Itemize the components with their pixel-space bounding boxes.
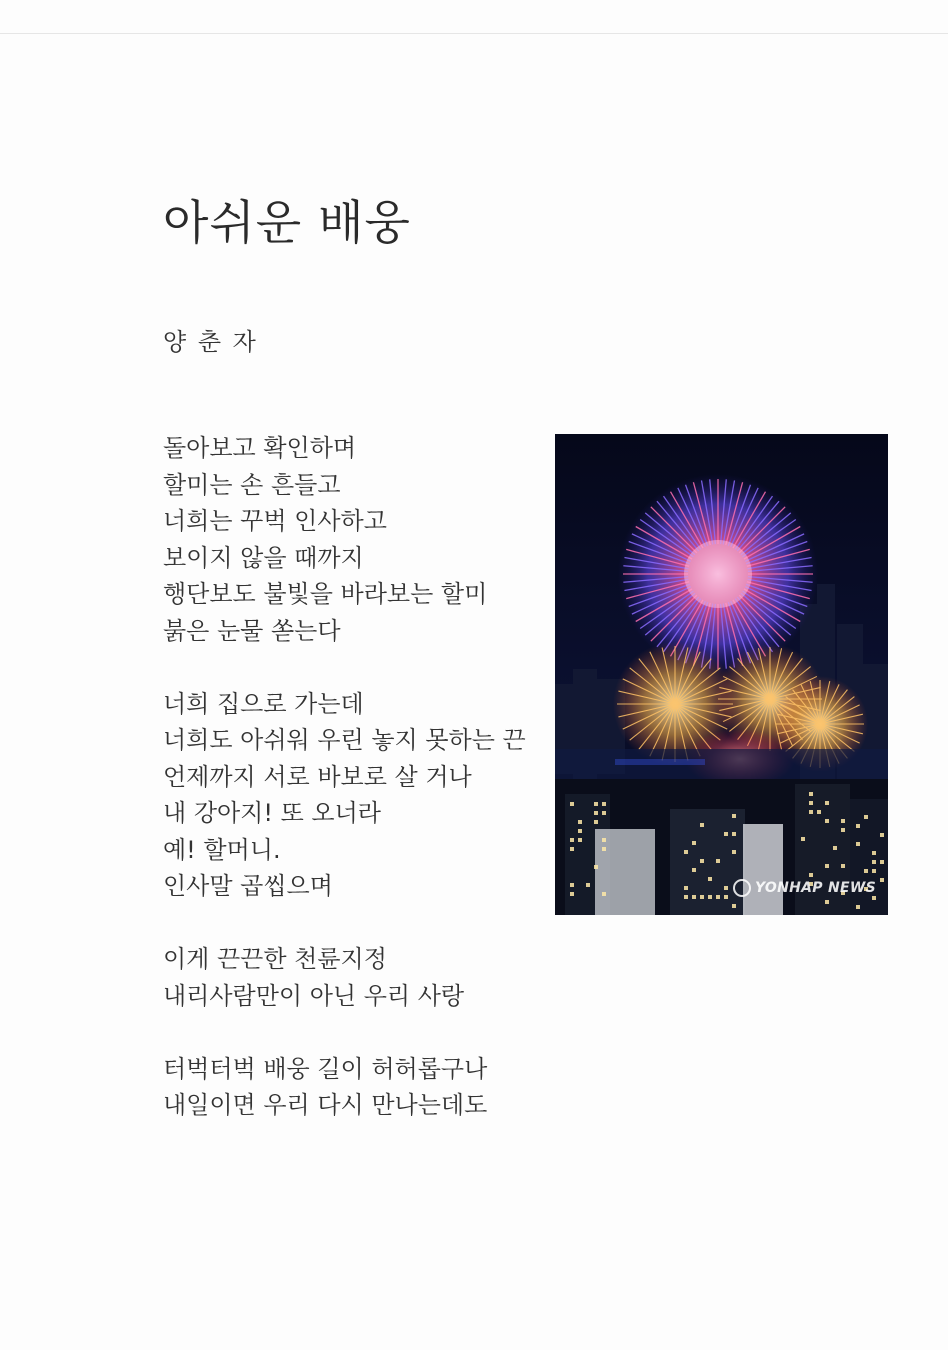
poem-line: 행단보도 불빛을 바라보는 할미 xyxy=(163,580,488,608)
poem-body xyxy=(163,430,543,1160)
window-light xyxy=(578,820,582,824)
window-light xyxy=(586,883,590,887)
window-light xyxy=(872,869,876,873)
window-light xyxy=(570,892,574,896)
window-light xyxy=(841,819,845,823)
window-light xyxy=(872,860,876,864)
window-light xyxy=(825,801,829,805)
window-light xyxy=(716,895,720,899)
photo-watermark xyxy=(733,879,876,897)
window-light xyxy=(594,865,598,869)
window-light xyxy=(880,860,884,864)
poem-line: 너희 집으로 가는데 xyxy=(163,689,364,718)
window-light xyxy=(732,904,736,908)
poem-author: 양 춘 자 xyxy=(163,328,258,356)
yonhap-logo-icon xyxy=(733,879,751,897)
stanza-3 xyxy=(163,941,543,1014)
window-light xyxy=(692,895,696,899)
window-light xyxy=(602,892,606,896)
poem-line: 예! 할머니. xyxy=(163,835,281,864)
window-light xyxy=(692,841,696,845)
window-light xyxy=(594,811,598,815)
poem-title: 아쉬운 배웅 xyxy=(163,196,411,251)
window-light xyxy=(880,878,884,882)
window-light xyxy=(856,824,860,828)
poem-line: 내 강아지! 또 오너라 xyxy=(163,799,381,827)
window-light xyxy=(864,869,868,873)
window-light xyxy=(602,847,606,851)
watermark-text: YONHAP NEWS xyxy=(754,880,876,896)
window-light xyxy=(856,842,860,846)
window-light xyxy=(825,864,829,868)
window-light xyxy=(825,900,829,904)
poem-line: 인사말 곱씹으며 xyxy=(163,872,333,900)
fireworks-photo xyxy=(555,434,888,915)
window-light xyxy=(602,838,606,842)
window-light xyxy=(724,895,728,899)
stanza-4 xyxy=(163,1051,543,1124)
window-light xyxy=(724,886,728,890)
window-light xyxy=(817,810,821,814)
window-light xyxy=(684,886,688,890)
poem-line: 할미는 손 흔들고 xyxy=(163,470,341,499)
window-light xyxy=(841,828,845,832)
window-light xyxy=(684,895,688,899)
poem-line: 언제까지 서로 바보로 살 거나 xyxy=(163,762,472,791)
window-light xyxy=(880,833,884,837)
window-light xyxy=(716,859,720,863)
window-light xyxy=(578,829,582,833)
window-light xyxy=(833,846,837,850)
poem-line: 터벅터벅 배웅 길이 허허롭구나 xyxy=(163,1054,488,1083)
window-light xyxy=(570,883,574,887)
window-light xyxy=(700,823,704,827)
window-light xyxy=(825,819,829,823)
poem-line: 내일이면 우리 다시 만나는데도 xyxy=(163,1091,488,1119)
window-light xyxy=(841,864,845,868)
window-light xyxy=(594,802,598,806)
window-light xyxy=(570,802,574,806)
poem-line: 붉은 눈물 쏟는다 xyxy=(163,616,341,645)
window-light xyxy=(809,801,813,805)
window-light xyxy=(809,873,813,877)
stanza-1 xyxy=(163,430,543,649)
poem-line: 너희는 꾸벅 인사하고 xyxy=(163,507,387,535)
window-light xyxy=(570,847,574,851)
poem-line: 너희도 아쉬워 우린 놓지 못하는 끈 xyxy=(163,726,526,754)
stanza-2 xyxy=(163,686,543,905)
window-light xyxy=(708,877,712,881)
window-light xyxy=(700,895,704,899)
window-light xyxy=(570,838,574,842)
window-light xyxy=(732,850,736,854)
top-divider xyxy=(0,33,948,34)
poem-line: 보이지 않을 때까지 xyxy=(163,543,364,572)
window-light xyxy=(602,811,606,815)
window-light xyxy=(732,814,736,818)
window-light xyxy=(732,832,736,836)
window-light xyxy=(864,815,868,819)
window-light xyxy=(708,895,712,899)
poem-line: 내리사람만이 아닌 우리 사랑 xyxy=(163,981,465,1010)
window-light xyxy=(700,859,704,863)
window-light xyxy=(692,868,696,872)
window-light xyxy=(578,838,582,842)
window-light xyxy=(724,832,728,836)
window-light xyxy=(594,820,598,824)
window-light xyxy=(602,802,606,806)
window-light xyxy=(856,905,860,909)
window-light xyxy=(809,810,813,814)
window-light xyxy=(872,851,876,855)
window-light xyxy=(801,837,805,841)
window-light xyxy=(684,850,688,854)
poem-line: 돌아보고 확인하며 xyxy=(163,434,357,462)
fireworks-illustration xyxy=(555,434,888,915)
window-light xyxy=(809,792,813,796)
poem-line: 이게 끈끈한 천륜지정 xyxy=(163,945,387,973)
